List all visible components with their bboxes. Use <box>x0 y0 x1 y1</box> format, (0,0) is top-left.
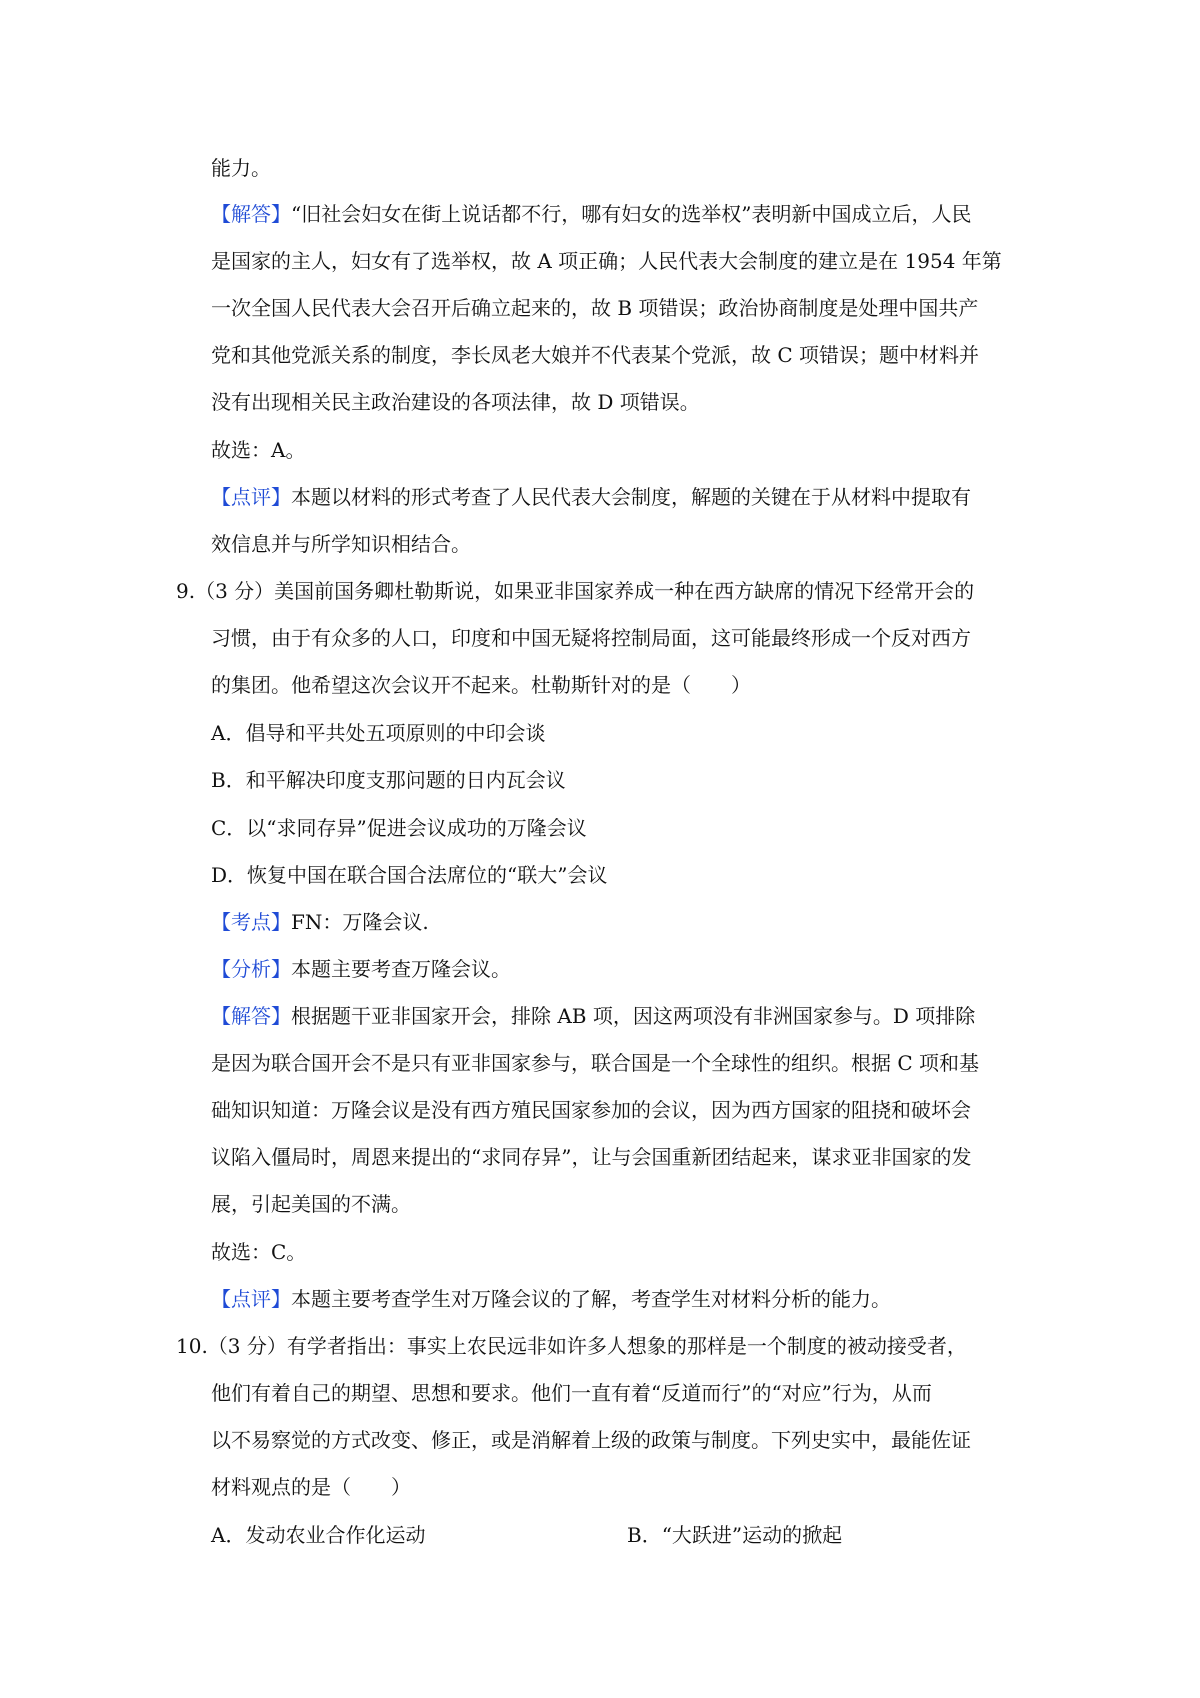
q9-comment: 【点评】本题主要考查学生对万隆会议的了解，考查学生对材料分析的能力。 <box>211 1287 891 1311</box>
prev-choice: 故选：A。 <box>211 438 306 462</box>
q9-stem-line-3: 的集团。他希望这次会议开不起来。杜勒斯针对的是（ ） <box>211 673 751 697</box>
q9-option-a: A．倡导和平共处五项原则的中印会谈 <box>211 721 546 745</box>
q10-stem-line-2: 他们有着自己的期望、思想和要求。他们一直有着“反道而行”的“对应”行为，从而 <box>211 1381 932 1405</box>
answer-tag: 【解答】 <box>211 202 291 226</box>
answer-tag: 【解答】 <box>211 1004 291 1028</box>
q9-answer-line-5: 展，引起美国的不满。 <box>211 1192 411 1216</box>
prev-tail-text: 能力。 <box>211 156 271 180</box>
q10-stem-line-1: 10.（3 分）有学者指出：事实上农民远非如许多人想象的那样是一个制度的被动接受者， <box>176 1334 967 1358</box>
q9-option-b: B．和平解决印度支那问题的日内瓦会议 <box>211 768 566 792</box>
prev-comment-line-1: 【点评】本题以材料的形式考查了人民代表大会制度，解题的关键在于从材料中提取有 <box>211 485 971 509</box>
analysis-tag: 【分析】 <box>211 957 291 981</box>
prev-answer-line-2: 是国家的主人，妇女有了选举权，故 A 项正确；人民代表大会制度的建立是在 1954 年第 <box>211 249 1002 273</box>
comment-tag: 【点评】 <box>211 1287 291 1311</box>
q9-analysis: 【分析】本题主要考查万隆会议。 <box>211 957 511 981</box>
q10-stem-line-4: 材料观点的是（ ） <box>211 1475 411 1499</box>
q9-stem-line-1: 9.（3 分）美国前国务卿杜勒斯说，如果亚非国家养成一种在西方缺席的情况下经常开会的 <box>176 579 975 603</box>
prev-answer-line-1: 【解答】“旧社会妇女在街上说话都不行，哪有妇女的选举权”表明新中国成立后，人民 <box>211 202 972 226</box>
prev-answer-line-4: 党和其他党派关系的制度，李长凤老大娘并不代表某个党派，故 C 项错误；题中材料并 <box>211 343 980 367</box>
q10-option-b: B．“大跃进”运动的掀起 <box>627 1523 843 1547</box>
q9-option-d: D．恢复中国在联合国合法席位的“联大”会议 <box>211 863 608 887</box>
q9-answer-line-4: 议陷入僵局时，周恩来提出的“求同存异”，让与会国重新团结起来，谋求亚非国家的发 <box>211 1145 972 1169</box>
prev-answer-line-3: 一次全国人民代表大会召开后确立起来的，故 B 项错误；政治协商制度是处理中国共产 <box>211 296 979 320</box>
q9-answer-line-3: 础知识知道：万隆会议是没有西方殖民国家参加的会议，因为西方国家的阻挠和破坏会 <box>211 1098 971 1122</box>
q9-stem-line-2: 习惯，由于有众多的人口，印度和中国无疑将控制局面，这可能最终形成一个反对西方 <box>211 626 971 650</box>
q9-answer-line-2: 是因为联合国开会不是只有亚非国家参与，联合国是一个全球性的组织。根据 C 项和基 <box>211 1051 980 1075</box>
comment-tag: 【点评】 <box>211 485 291 509</box>
prev-answer-line-5: 没有出现相关民主政治建设的各项法律，故 D 项错误。 <box>211 390 700 414</box>
q9-answer-line-1: 【解答】根据题干亚非国家开会，排除 AB 项，因这两项没有非洲国家参与。D 项排除 <box>211 1004 976 1028</box>
q9-point: 【考点】FN：万隆会议. <box>211 910 429 934</box>
q10-stem-line-3: 以不易察觉的方式改变、修正，或是消解着上级的政策与制度。下列史实中，最能佐证 <box>211 1428 971 1452</box>
prev-comment-line-2: 效信息并与所学知识相结合。 <box>211 532 471 556</box>
q10-option-a: A．发动农业合作化运动 <box>211 1523 426 1547</box>
q9-choice: 故选：C。 <box>211 1240 307 1264</box>
q9-option-c: C．以“求同存异”促进会议成功的万隆会议 <box>211 816 587 840</box>
point-tag: 【考点】 <box>211 910 291 934</box>
